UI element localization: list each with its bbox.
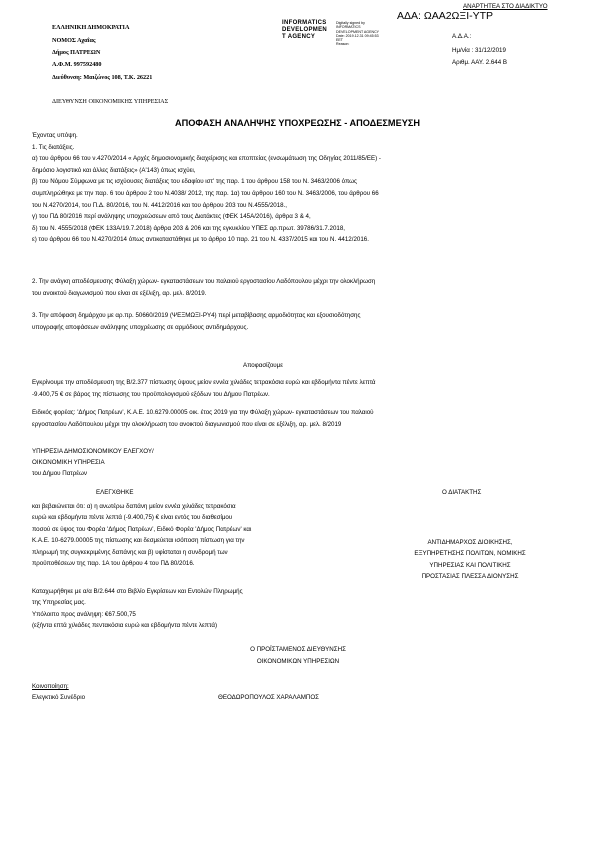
digital-signature-stamp [282, 20, 392, 46]
audit-service-line: του Δήμου Πατρέων [32, 470, 87, 477]
registry-line: Καταχωρήθηκε με α/α Β/2.644 στο Βιβλίο Εγκρίσεων και Εντολών Πληρωμής [32, 588, 243, 595]
decision-line: Εγκρίνουμε την αποδέσμευση της Β/2.377 πίστωσης ύψους μείον εννέα χιλιάδες τετρακόσια ευρώ και εβδομήντα πέντε λεπτά [32, 379, 376, 386]
considerations-line: α) του άρθρου 66 του ν.4270/2014 « Αρχές δημοσιονομικής διαχείρισης και εποπτείας (ενσωμάτωση της Οδηγίας 2011/85/ΕΕ) - [32, 155, 381, 163]
checked-line: ποσού σε ύψος του Φορέα 'Δήμος Πατρέων', Ειδικό Φορέα 'Δήμος Πατρέων' και [32, 525, 252, 533]
considerations-line: του Ν.4270/2014, του Π.Δ. 80/2016, του Ν. 4412/2016 και του άρθρου 203 του Ν.4555/2018., [32, 201, 288, 209]
checked-line: προϋποθέσεων της παρ. 1Α του άρθρου 4 του ΠΔ 80/2016. [32, 560, 195, 568]
registry-note [32, 586, 243, 632]
considerations-line: δημόσιο λογιστικό και άλλες διατάξεις» (Α'143) όπως ισχύει, [32, 166, 196, 174]
budget-line: εργοστασίου Λαδόπουλου μέχρι την ολοκλήρωση του ανοικτού διαγωνισμού που είναι σε εξέλιξη, αρ. μελ. 8/2019 [32, 420, 342, 428]
checked-line: ευρώ και εβδομήντα πέντε λεπτά (-9.400,75) € είναι εντός του διαθεσίμου [32, 514, 233, 522]
considerations-line: Έχοντας υπόψη. [32, 132, 78, 139]
point-2-line: 2. Την ανάγκη αποδέσμευσης Φύλαξη χώρων- εγκαταστάσεων του παλαιού εργοστασίου Λαδόπουλου μέχρι την ολοκλήρωση [32, 278, 376, 285]
header-address: Διεύθυνση: Μαιζώνος 108, Τ.Κ. 26221 [52, 74, 153, 81]
authorizer-line: ΑΝΤΙΔΗΜΑΡΧΟΣ ΔΙΟΙΚΗΣΗΣ, [427, 539, 513, 546]
budget-text [32, 407, 572, 430]
registry-line: της Υπηρεσίας μας. [32, 599, 86, 607]
decision-text [32, 377, 572, 400]
decision-line: -9.400,75 € σε βάρος της πίστωσης του προϋπολογισμού εξόδων του Δήμου Πατρέων. [32, 390, 270, 398]
point-2-line: του ανοικτού διαγωνισμού που είναι σε εξέλιξη, αρ. μελ. 8/2019. [32, 289, 207, 297]
audit-service [32, 446, 154, 479]
authorizer-title [370, 537, 570, 583]
authorizer-line: ΥΠΗΡΕΣΙΑΣ ΚΑΙ ΠΟΛΙΤΙΚΗΣ [429, 561, 511, 569]
header-municipality: Δήμος ΠΑΤΡΕΩΝ [52, 49, 101, 56]
registry-line: Υπόλοιπο προς ανάληψη: €67.500,75 [32, 610, 136, 618]
considerations-line: δ) του Ν. 4555/2018 (ΦΕΚ 133Α/19.7.2018) άρθρα 203 & 206 και της εγκυκλίου ΥΠΕΣ αρ.πρωτ. 39786/31.7.2018, [32, 224, 345, 232]
notification-heading: Κοινοποίηση: [32, 683, 69, 690]
ada-code: ΑΔΑ: ΩΑΑ2ΩΞΙ-ΥΤΡ [397, 10, 494, 22]
considerations-line: γ) του ΠΔ 80/2016 περί ανάληψης υποχρεώσεων από τους Διατάκτες (ΦΕΚ 145Α/2016), άρθρα 3 & 4, [32, 213, 311, 221]
director-line: Ο ΠΡΟΪΣΤΑΜΕΝΟΣ ΔΙΕΥΘΥΝΣΗΣ [250, 646, 346, 653]
authorizer-heading: Ο ΔΙΑΤΑΚΤΗΣ [442, 489, 482, 496]
header-tax-id: Α.Φ.Μ. 997592480 [52, 61, 102, 68]
audit-service-line: ΟΙΚΟΝΟΜΙΚΗ ΥΠΗΡΕΣΙΑ [32, 459, 105, 466]
considerations-line: β) του Νόμου Σύμφωνα με τις ισχύουσες διατάξεις του εδαφίου ιστ' της παρ. 1 του άρθρου 158 του Ν. 3463/2006 όπως [32, 178, 357, 186]
notification-recipient: Ελεγκτικό Συνέδριο [32, 694, 86, 701]
signature-details: Digitally signed by INFORMATICS DEVELOPMENT AGENCY Date: 2019.12.31 09:45:53 EET Reason: [336, 21, 380, 47]
director-line: ΟΙΚΟΝΟΜΙΚΩΝ ΥΠΗΡΕΣΙΩΝ [256, 658, 340, 665]
decision-heading: Αποφασίζουμε [243, 362, 283, 369]
audit-service-line: ΥΠΗΡΕΣΙΑ ΔΗΜΟΣΙΟΝΟΜΙΚΟΥ ΕΛΕΓΧΟΥ/ [32, 448, 154, 455]
header-country: ΕΛΛΗΝΙΚΗ ΔΗΜΟΚΡΑΤΙΑ [52, 24, 130, 31]
page-title: ΑΠΟΦΑΣΗ ΑΝΑΛΗΨΗΣ ΥΠΟΧΡΕΩΣΗΣ - ΑΠΟΔΕΣΜΕΥΣΗ [175, 118, 420, 128]
registry-line: (εξήντα επτά χιλιάδες πεντακόσια ευρώ και εβδομήντα πέντε λεπτά) [32, 622, 218, 630]
considerations-line: ε) του άρθρου 66 του Ν.4270/2014 όπως αντικαταστάθηκε με το άρθρο 10 παρ. 21 του Ν. 4337/2015 και του Ν. 4412/2016. [32, 236, 369, 244]
signer-name: ΘΕΟΔΩΡΟΠΟΥΛΟΣ ΧΑΡΑΛΑΜΠΟΣ [218, 694, 319, 701]
director-title [198, 644, 398, 668]
checked-text [32, 501, 251, 569]
checked-heading: ΕΛΕΓΧΘΗΚΕ [96, 489, 134, 496]
checked-line: Κ.Α.Ε. 10-6279.00005 της πίστωσης και δεσμεύεται ισόποση πίστωση για την [32, 537, 245, 545]
ada-label: Α.Δ.Α.: [452, 33, 472, 40]
signature-agency-name: INFORMATICS DEVELOPMEN T AGENCY [282, 20, 328, 40]
considerations [32, 130, 572, 246]
point-3-line: 3. Την απόφαση δημάρχου με αρ.πρ. 50660/2019 (ΨΕΞΜΩΞΙ-ΡΥ4) περί μεταβίβασης αρμοδιότητας και εξουσιοδότησης [32, 312, 361, 319]
protocol-number: Αριθμ. ΑΑΥ. 2.644 Β [452, 59, 508, 66]
department-name: ΔΙΕΥΘΥΝΣΗ ΟΙΚΟΝΟΜΙΚΗΣ ΥΠΗΡΕΣΙΑΣ [52, 98, 169, 105]
authorizer-line: ΠΡΟΣΤΑΣΙΑΣ ΠΛΕΣΣΑ ΔΙΟΝΥΣΗΣ [421, 573, 519, 581]
authorizer-line: ΕΞΥΠΗΡΕΤΗΣΗΣ ΠΟΛΙΤΩΝ, ΝΟΜΙΚΗΣ [414, 550, 526, 558]
point-3-line: υπογραφής αποφάσεων ανάληψης υποχρέωσης σε αρμόδιους αντιδημάρχους. [32, 323, 249, 331]
online-posting-note: ΑΝΑΡΤΗΤΕΑ ΣΤΟ ΔΙΑΔΙΚΤΥΟ [463, 3, 548, 10]
header-prefecture: ΝΟΜΟΣ Αχαΐας [52, 37, 96, 44]
document-date: Ημ/νία : 31/12/2019 [452, 47, 506, 54]
considerations-line: συμπληρώθηκε με την παρ. 6 του άρθρου 2 του Ν.4038/ 2012, της παρ. 1α) του άρθρου 160 του Ν. 3463/2006, του άρθρου 66 [32, 189, 379, 197]
checked-line: πληρωμή της συγκεκριμένης δαπάνης και β) υφίσταται η συνδρομή των [32, 548, 228, 556]
checked-line: και βεβαιώνεται ότι: α) η ανωτέρω δαπάνη μείον εννέα χιλιάδες τετρακόσια [32, 503, 236, 510]
budget-line: Ειδικός φορέας: 'Δήμος Πατρέων', Κ.Α.Ε. 10.6279.00005 οικ. έτος 2019 για την Φύλαξη χώρων- εγκαταστάσεων του παλαιού [32, 409, 374, 416]
point-3 [32, 310, 572, 333]
point-2 [32, 276, 572, 299]
considerations-line: 1. Τις διατάξεις. [32, 143, 75, 151]
